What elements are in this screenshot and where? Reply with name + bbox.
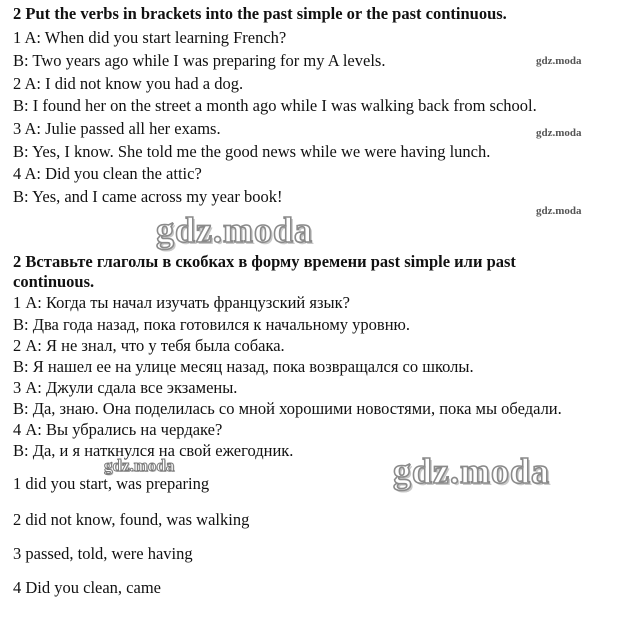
answer-line: 3 passed, told, were having — [13, 544, 193, 563]
dialogue-line: B: Two years ago while I was preparing for my A levels. — [13, 51, 386, 70]
translation-line: 3 А: Джули сдала все экзамены. — [13, 378, 238, 397]
dialogue-line: 1 A: When did you start learning French? — [13, 28, 287, 47]
translation-line: 2 А: Я не знал, что у тебя была собака. — [13, 336, 285, 355]
exercise-heading-russian-cont: continuous. — [13, 272, 95, 291]
translation-line: В: Два года назад, пока готовился к начальному уровню. — [13, 315, 410, 334]
answer-line: 2 did not know, found, was walking — [13, 510, 250, 529]
watermark-small: gdz.moda — [536, 55, 582, 67]
dialogue-line: B: Yes, and I came across my year book! — [13, 187, 283, 206]
translation-line: 4 А: Вы убрались на чердаке? — [13, 420, 223, 439]
answer-line: 4 Did you clean, came — [13, 578, 161, 597]
answer-line: 1 did you start, was preparing — [13, 474, 210, 493]
watermark-small: gdz.moda — [536, 205, 582, 217]
dialogue-line: 4 A: Did you clean the attic? — [13, 164, 202, 183]
dialogue-line: B: I found her on the street a month ago while I was walking back from school. — [13, 96, 537, 115]
watermark-large: gdz.moda — [393, 451, 551, 491]
translation-line: В: Да, знаю. Она поделилась со мной хорошими новостями, пока мы обедали. — [13, 399, 562, 418]
translation-line: В: Да, и я наткнулся на свой ежегодник. — [13, 441, 294, 460]
dialogue-line: 2 A: I did not know you had a dog. — [13, 74, 244, 93]
dialogue-line: B: Yes, I know. She told me the good news while we were having lunch. — [13, 142, 491, 161]
translation-line: В: Я нашел ее на улице месяц назад, пока возвращался со школы. — [13, 357, 474, 376]
exercise-heading-russian: 2 Вставьте глаголы в скобках в форму времени past simple или past — [13, 252, 516, 271]
dialogue-line: 3 A: Julie passed all her exams. — [13, 119, 221, 138]
watermark-small: gdz.moda — [536, 127, 582, 139]
exercise-heading-english: 2 Put the verbs in brackets into the past simple or the past continuous. — [13, 4, 507, 23]
translation-line: 1 А: Когда ты начал изучать французский язык? — [13, 293, 350, 312]
watermark-medium: gdz.moda — [104, 456, 175, 475]
watermark-large: gdz.moda — [156, 210, 314, 250]
